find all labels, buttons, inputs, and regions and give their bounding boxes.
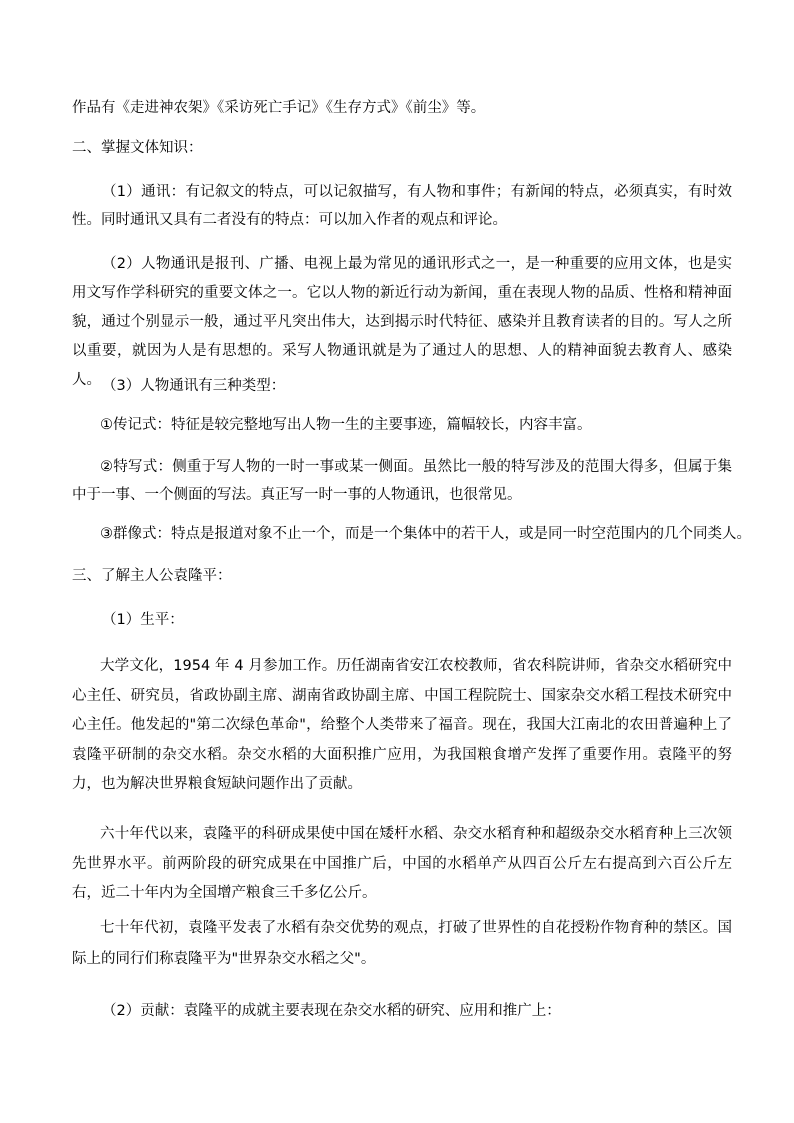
subsection-heading: （1）生平： xyxy=(102,612,184,628)
paragraph: 六十年代以来，袁隆平的科研成果使中国在矮杆水稻、杂交水稻育种和超级杂交水稻育种上三次领先世界水平。前两阶段的研究成果在中国推广后，中国的水稻单产从四百公斤左右提高到六百公斤左右，近二十年内为全国增产粮食三千多亿公斤。 xyxy=(72,826,732,901)
paragraph: 大学文化，1954 年 4 月参加工作。历任湖南省安江农校教师，省农科院讲师，省杂交水稻研究中心主任、研究员，省政协副主席、湖南省政协副主席、中国工程院院士、国家杂交水稻工程技术研究中心主任。他发起的"第二次绿色革命"，给整个人类带来了福音。现在，我国大江南北的农田普遍种上了袁隆平研制的杂交水稻。杂交水稻的大面积推广应用，为我国粮食增产发挥了重要作用。袁隆平的努力，也为解决世界粮食短缺问题作出了贡献。 xyxy=(72,658,732,792)
paragraph: （1）通讯：有记叙文的特点，可以记叙描写，有人物和事件；有新闻的特点，必须真实，有时效性。同时通讯又具有二者没有的特点：可以加入作者的观点和评论。 xyxy=(72,184,732,228)
paragraph: ①传记式：特征是较完整地写出人物一生的主要事迹，篇幅较长，内容丰富。 xyxy=(100,417,592,433)
section-heading: 三、了解主人公袁隆平： xyxy=(72,568,232,584)
paragraph: （3）人物通讯有三种类型： xyxy=(102,378,286,394)
paragraph: ②特写式：侧重于写人物的一时一事或某一侧面。虽然比一般的特写涉及的范围大得多，但属于集中于一事、一个侧面的写法。真正写一时一事的人物通讯，也很常见。 xyxy=(72,459,732,503)
section-heading: 二、掌握文体知识： xyxy=(72,140,203,156)
paragraph: 七十年代初，袁隆平发表了水稻有杂交优势的观点，打破了世界性的自花授粉作物育种的禁区。国际上的同行们称袁隆平为"世界杂交水稻之父"。 xyxy=(72,920,732,967)
paragraph: 作品有《走进神农架》《采访死亡手记》《生存方式》《前尘》等。 xyxy=(72,100,486,116)
subsection-heading: （2）贡献：袁隆平的成就主要表现在杂交水稻的研究、应用和推广上： xyxy=(102,1003,561,1019)
paragraph: （2）人物通讯是报刊、广播、电视上最为常见的通讯形式之一，是一种重要的应用文体，也是实用文写作学科研究的重要文体之一。它以人物的新近行动为新闻，重在表现人物的品质、性格和精神面貌，通过个别显示一般，通过平凡突出伟大，达到揭示时代特征、感染并且教育读者的目的。写人之所以重要，就因为人是有思想的。采写人物通讯就是为了通过人的思想、人的精神面貌去教育人、感染人。 xyxy=(72,256,732,388)
paragraph: ③群像式：特点是报道对象不止一个，而是一个集体中的若干人，或是同一时空范围内的几个同类人。 xyxy=(100,526,751,542)
